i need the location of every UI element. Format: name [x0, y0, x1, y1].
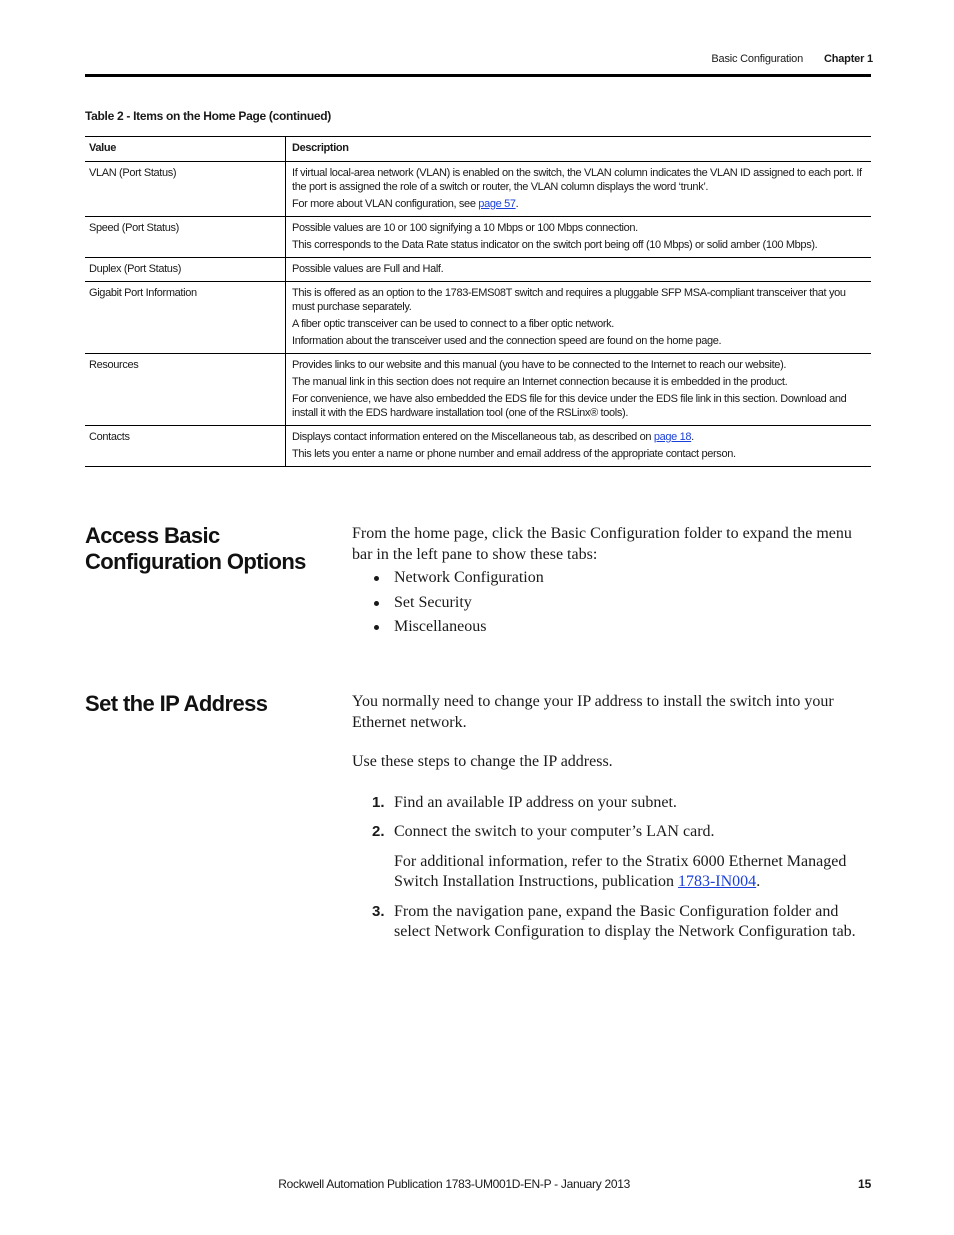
step-number: 2. — [372, 823, 385, 840]
list-item: 2. Connect the switch to your computer’s LAN card. For additional information, refer to the Stratix 6000 Ethernet Managed Switch Installation Instructions, publication 1783-IN004. — [352, 822, 872, 893]
row-value: Resources — [85, 354, 286, 426]
row-description — [286, 258, 872, 282]
ip-paragraph-1: You normally need to change your IP address to install the switch into your Ethernet network. — [352, 693, 834, 731]
step-number: 3. — [372, 902, 385, 920]
description-paragraph: Possible values are Full and Half. — [292, 263, 444, 275]
page-57-link[interactable]: page 57 — [478, 198, 516, 210]
description-paragraph: Possible values are 10 or 100 signifying a 10 Mbps or 100 Mbps connection. — [292, 222, 638, 234]
bullet-icon — [374, 601, 379, 606]
list-item: 3. From the navigation pane, expand the Basic Configuration folder and select Network Configuration to display the Network Configuration tab. — [372, 902, 856, 940]
ip-paragraph-2: Use these steps to change the IP address. — [352, 753, 613, 770]
access-intro: From the home page, click the Basic Configuration folder to expand the menu bar in the left pane to show these tabs: — [352, 525, 852, 563]
bullet-icon — [374, 625, 379, 630]
description-paragraph: The manual link in this section does not require an Internet connection because it is embedded in the product. — [292, 376, 788, 388]
row-description — [286, 217, 872, 258]
footer-publication: Rockwell Automation Publication 1783-UM001D-EN-P - January 2013 — [278, 1177, 630, 1191]
row-description — [286, 282, 872, 354]
access-section-body — [352, 524, 872, 642]
running-header-section: Basic Configuration — [711, 53, 803, 65]
column-header-value: Value — [85, 137, 286, 162]
description-paragraph: Displays contact information entered on the Miscellaneous tab, as described on page 18. — [292, 431, 694, 443]
row-value: VLAN (Port Status) — [85, 162, 286, 217]
row-value: Speed (Port Status) — [85, 217, 286, 258]
page-number: 15 — [858, 1177, 872, 1191]
description-paragraph: Provides links to our website and this manual (you have to be connected to the Internet to reach our website). — [292, 359, 787, 371]
ip-steps-list — [352, 793, 872, 943]
description-paragraph: This corresponds to the Data Rate status indicator on the switch port being off (10 Mbps) or solid amber (100 Mbps). — [292, 239, 818, 251]
list-item: Network Configuration — [352, 568, 872, 593]
row-description — [286, 162, 872, 217]
publication-link[interactable]: 1783-IN004 — [677, 873, 757, 890]
row-value: Duplex (Port Status) — [85, 258, 286, 282]
table-row — [85, 258, 871, 282]
table-row — [85, 217, 871, 258]
description-paragraph: For convenience, we have also embedded the EDS file for this device under the EDS file link in this section. Download and install it with the EDS hardware installation tool (one of the RSLinx® tools). — [292, 393, 847, 419]
description-paragraph: A fiber optic transceiver can be used to connect to a fiber optic network. — [292, 318, 615, 330]
step-note: For additional information, refer to the Stratix 6000 Ethernet Managed Switch Installation Instructions, publication 1783-IN004. — [394, 852, 847, 890]
table-header-row — [85, 137, 871, 162]
list-item: Set Security — [352, 593, 872, 618]
row-value: Gigabit Port Information — [85, 282, 286, 354]
row-description — [286, 354, 872, 426]
description-paragraph: This lets you enter a name or phone number and email address of the appropriate contact person. — [292, 448, 736, 460]
description-paragraph: Information about the transceiver used and the connection speed are found on the home page. — [292, 335, 722, 347]
step-number: 1. — [372, 793, 385, 811]
table-row — [85, 426, 871, 467]
list-item: 1. Find an available IP address on your subnet. — [352, 793, 872, 814]
description-paragraph: For more about VLAN configuration, see page 57. — [292, 198, 519, 210]
tab-bullet-list — [352, 568, 872, 642]
header-rule — [85, 74, 871, 77]
ip-section-body — [352, 692, 872, 943]
row-value: Contacts — [85, 426, 286, 467]
ip-section-title: Set the IP Address — [85, 691, 268, 716]
description-paragraph: This is offered as an option to the 1783-EMS08T switch and requires a pluggable SFP MSA-compliant transceiver that you must purchase separately. — [292, 287, 846, 313]
description-paragraph: If virtual local-area network (VLAN) is enabled on the switch, the VLAN column indicates the VLAN ID assigned to each port. If the port is assigned the role of a switch or router, the VLAN column displays the word ‘trunk’. — [292, 167, 862, 193]
running-header-chapter: Chapter 1 — [824, 53, 873, 65]
table-row — [85, 282, 871, 354]
items-table — [85, 136, 871, 467]
list-item: Miscellaneous — [352, 617, 872, 642]
page-18-link[interactable]: page 18 — [653, 431, 692, 443]
column-header-description: Description — [286, 137, 872, 162]
row-description — [286, 426, 872, 467]
table-caption: Table 2 - Items on the Home Page (continued) — [85, 109, 331, 123]
table-row — [85, 162, 871, 217]
access-section-title: Access Basic Configuration Options — [85, 523, 306, 574]
table-row — [85, 354, 871, 426]
bullet-icon — [374, 576, 379, 581]
